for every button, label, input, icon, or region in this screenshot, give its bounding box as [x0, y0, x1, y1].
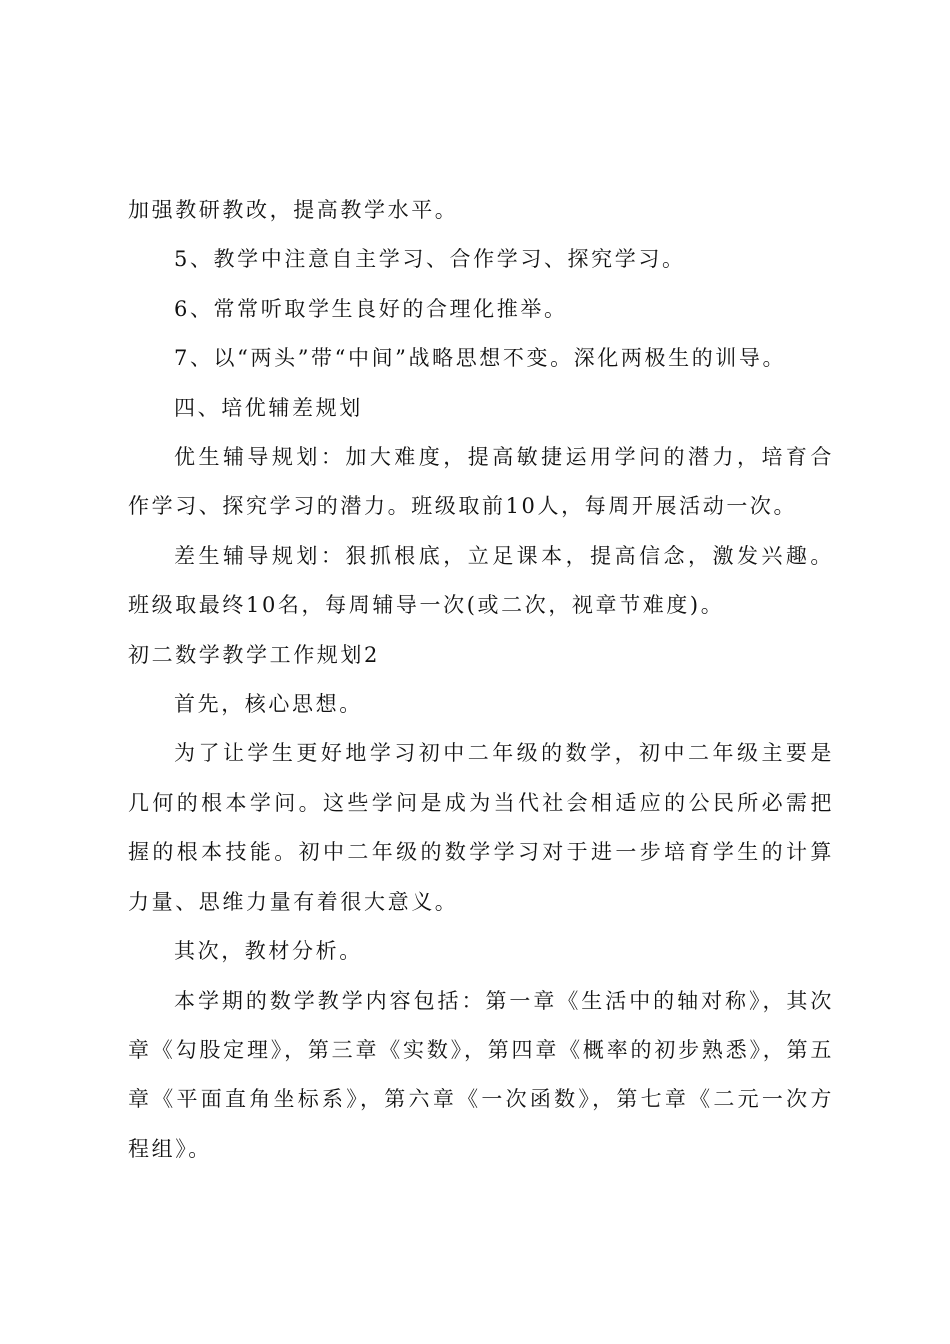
section-heading-textbook: 其次，教材分析。 — [174, 939, 363, 964]
paragraph-continuation: 加强教研教改，提高教学水平。 — [128, 198, 459, 222]
list-item-6: 6、常常听取学生良好的合理化推举。 — [174, 296, 568, 321]
list-item-7: 7、以“两头”带“中间”战略思想不变。深化两极生的训导。 — [174, 346, 787, 371]
section-heading-core-idea: 首先，核心思想。 — [174, 692, 363, 717]
paragraph-textbook: 本学期的数学教学内容包括：第一章《生活中的轴对称》，其次章《勾股定理》，第三章《实数》，第四章《概率的初步熟悉》，第五章《平面直角坐标系》，第六章《一次函数》，第七章《二元一次方程组》。 — [128, 988, 834, 1161]
section-heading-4: 四、培优辅差规划 — [174, 395, 363, 420]
paragraph-weak-students: 差生辅导规划：狠抓根底，立足课本，提高信念，激发兴趣。班级取最终10名，每周辅导一次(或二次，视章节难度)。 — [128, 543, 834, 618]
paragraph-top-students: 优生辅导规划：加大难度，提高敏捷运用学问的潜力，培育合作学习、探究学习的潜力。班级取前10人，每周开展活动一次。 — [128, 445, 834, 519]
list-item-5: 5、教学中注意自主学习、合作学习、探究学习。 — [174, 247, 686, 272]
body-text — [128, 186, 834, 1174]
document-title-2: 初二数学教学工作规划2 — [128, 642, 380, 667]
paragraph-core-idea: 为了让学生更好地学习初中二年级的数学，初中二年级主要是几何的根本学问。这些学问是成为当代社会相适应的公民所必需把握的根本技能。初中二年级的数学学习对于进一步培育学生的计算力量、思维力量有着很大意义。 — [128, 741, 834, 914]
